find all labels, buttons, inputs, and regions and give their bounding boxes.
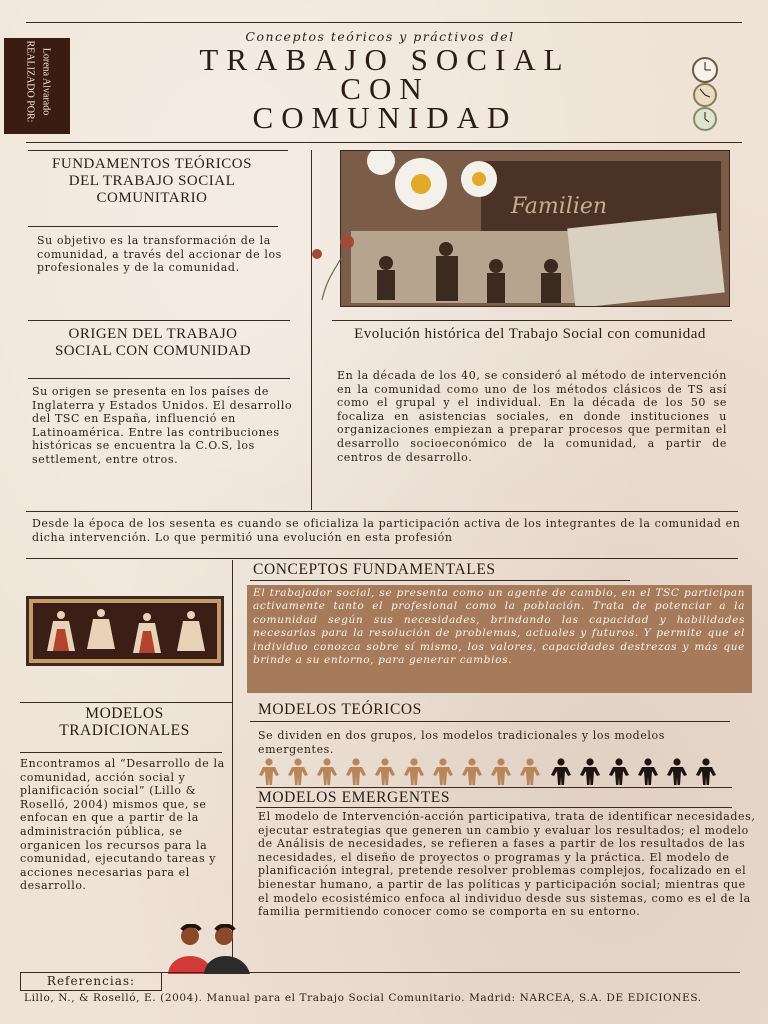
svg-text:Familien: Familien: [511, 194, 608, 219]
fundamentos-title: FUNDAMENTOS TEÓRICOS DEL TRABAJO SOCIAL COMUNITARIO: [52, 156, 252, 206]
header-subtitle: Conceptos teóricos y práctivos del: [245, 29, 515, 44]
title-line-2: CON: [340, 71, 430, 106]
author-name: Lorena Alvarado: [40, 47, 52, 116]
author-box: [4, 38, 70, 134]
people-row: [258, 758, 738, 786]
title-line-1: TRABAJO SOCIAL: [199, 42, 571, 77]
emergentes-rule: [256, 807, 732, 808]
column-divider: [311, 150, 312, 510]
fundamentos-rule-bottom: [28, 226, 278, 227]
people-icons: [258, 758, 728, 786]
evolucion-text: En la década de los 40, se consideró al método de intervención en la comunidad como uno de los métodos clásicos de TS así como el grupal y el individual. En la década de los 50 se focaliza en asistencias sociales, en donde instituciones u organizaciones empiezan a preparar procesos que permitan el desarrollo socioeconómico de la comunidad, a partir de centros de desarrollo.: [337, 369, 727, 464]
sesenta-rule-top: [26, 511, 738, 512]
sesenta-text: Desde la época de los sesenta es cuando se oficializa la participación activa de los integrantes de la comunidad en dicha intervención. Lo que permitió una evolución en esta profesión: [32, 517, 741, 544]
vintage-photo-collage: [340, 150, 730, 307]
page-title: [90, 44, 680, 134]
women-illustration-icon: [160, 924, 260, 974]
dancers-painting: [26, 596, 224, 666]
collage-image: [341, 151, 729, 306]
tradicionales-rule-bottom: [20, 752, 222, 753]
tradicionales-rule-top: [20, 702, 232, 703]
conceptos-title: CONCEPTOS FUNDAMENTALES: [253, 561, 496, 578]
fundamentos-text: Su objetivo es la transformación de la comunidad, a través del accionar de los profesionales y de la comunidad.: [37, 234, 282, 275]
emergentes-title: MODELOS EMERGENTES: [258, 789, 451, 806]
tradicionales-text: Encontramos al “Desarrollo de la comunidad, acción social y planificación social” (Lillo & Roselló, 2004) mismos que, se enfocan en que a partir de la administración pública, se organicen los recursos para la comunidad, ejecutando tareas y acciones necesarias para el desarrollo.: [20, 757, 225, 893]
referencias-label-box: [20, 972, 162, 991]
conceptos-text: El trabajador social, se presenta como un agente de cambio, en el TSC participan activamente tanto el profesional como la población. Trata de potenciar a la comunidad según sus necesidades, brindando las capacidad y habilidades necesarias para la resolución de problemas, actuales y futuros. Y permite que el individuo conozca sobre sí mismo, los valores, capacidades destrezas y más que brinde a su entorno, para generar cambios.: [253, 587, 745, 667]
title-line-3: COMUNIDAD: [252, 100, 518, 135]
emergentes-text: El modelo de Intervención-acción participativa, trata de identificar necesidades, ejecutar estrategias que generen un cambio y evaluar los resultados; el modelo de Análisis de necesidades, se refieren a fases a partir de los resultados de las necesidades, el diseño de proyectos o programas y la práctica. El modelo de planificación integral, pretende resolver problemas complejos, focalizado en el bienestar humano, a partir de las políticas y participación social; mientras que el modelo ecosistémico enfoca al individuo desde sus sistemas, como es el de la familia permitiendo conocer como se comporta en su entorno.: [258, 810, 756, 919]
conceptos-rule: [250, 580, 630, 581]
sesenta-rule-bottom: [26, 558, 738, 559]
dancers-image: [29, 599, 221, 663]
evolucion-rule-top: [332, 320, 732, 321]
teoricos-rule: [250, 721, 730, 722]
teoricos-title: MODELOS TEÓRICOS: [258, 701, 422, 718]
tradicionales-title: MODELOS TRADICIONALES: [59, 705, 190, 739]
top-rule: [26, 22, 742, 23]
origen-rule-top: [28, 320, 290, 321]
conceptos-box: [247, 585, 752, 693]
origen-title: ORIGEN DEL TRABAJO SOCIAL CON COMUNIDAD: [54, 326, 252, 359]
header-rule: [26, 142, 742, 143]
rose-icon: [302, 232, 362, 302]
origen-text: Su origen se presenta en los países de Inglaterra y Estados Unidos. El desarrollo del TSC en España, influenció en Latinoamérica. Entre las contribuciones históricas se encuentra la C.O.S, los settlement, entre otros.: [32, 385, 293, 466]
author-label: REALIZADO POR:: [24, 40, 36, 123]
evolucion-title: Evolución histórica del Trabajo Social con comunidad: [354, 326, 706, 342]
referencias-text: Lillo, N., & Roselló, E. (2004). Manual para el Trabajo Social Comunitario. Madrid: NARCEA, S.A. DE EDICIONES.: [24, 992, 702, 1004]
clocks-icon: [682, 56, 728, 132]
emergentes-rule-top: [256, 787, 732, 788]
referencias-label: Referencias:: [46, 974, 136, 988]
origen-rule-bottom: [28, 378, 290, 379]
fundamentos-rule-top: [28, 150, 288, 151]
teoricos-text: Se dividen en dos grupos, los modelos tradicionales y los modelos emergentes.: [258, 729, 666, 756]
